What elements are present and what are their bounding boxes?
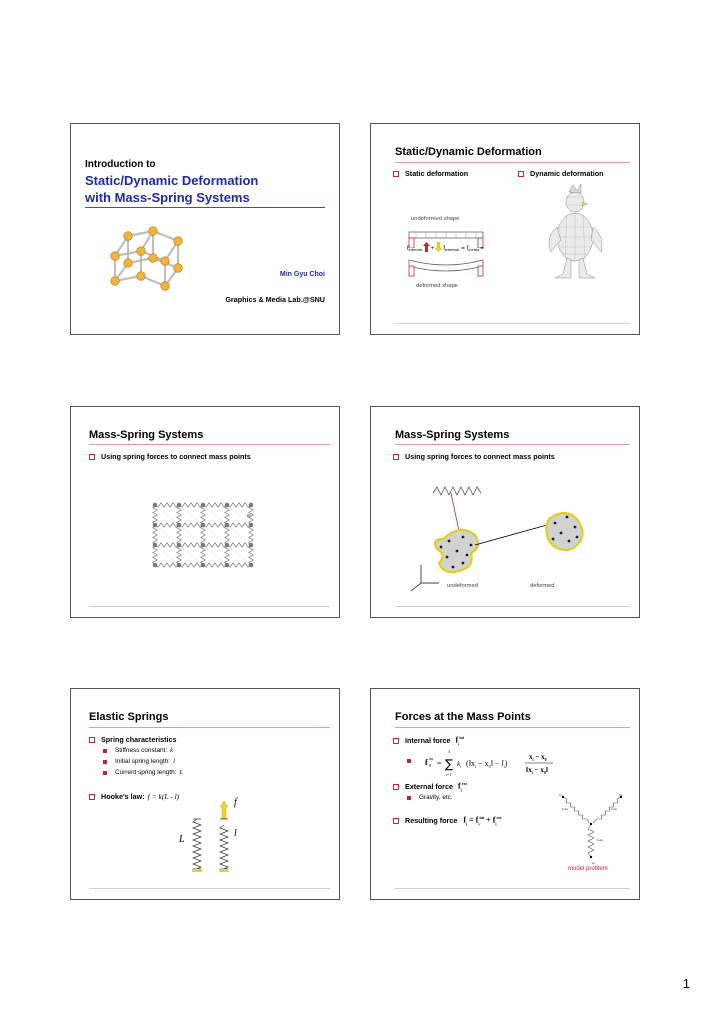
slide-4 [370, 406, 640, 618]
spring-segment [155, 543, 179, 547]
slide-title: Forces at the Mass Points [395, 711, 531, 723]
svg-text:∑: ∑ [445, 757, 454, 771]
svg-text:0: 0 [429, 763, 431, 768]
internal-force-formula [425, 745, 555, 779]
bullet-square-icon [407, 759, 411, 763]
mass-point [177, 523, 182, 528]
svg-text:f: f [425, 758, 428, 767]
label-f: f [234, 797, 237, 808]
diagonal-spring [179, 545, 203, 565]
bullet-box-icon [393, 171, 399, 177]
affiliation: Graphics & Media Lab.@SNU [225, 295, 325, 304]
arrow-up-icon [423, 242, 430, 252]
bullet-box-icon [393, 818, 399, 824]
mass-point [249, 523, 254, 528]
sub-current-length: Current spring length: L [103, 769, 183, 776]
spring-segment [227, 543, 251, 547]
svg-text:x1: x1 [559, 793, 562, 797]
diagonal-spring [203, 545, 227, 565]
title-rule [85, 207, 325, 208]
bottom-rule [395, 323, 630, 324]
deformed-caption: deformed shape [416, 283, 458, 289]
slide-title: Mass-Spring Systems [395, 429, 510, 441]
model-problem-caption: model problem [568, 866, 608, 872]
spring-segment [225, 505, 229, 525]
diagonal-spring [155, 525, 179, 545]
spring-segment [227, 563, 251, 567]
diagonal-spring [227, 545, 251, 565]
slide-title: Mass-Spring Systems [89, 429, 204, 441]
author-name: Min Gyu Choi [279, 271, 325, 278]
diagonal-spring [155, 505, 179, 525]
bullet-using-springs: Using spring forces to connect mass points [89, 452, 251, 461]
mass-point [153, 543, 158, 548]
mass-point [225, 503, 230, 508]
slide-title-line2: with Mass-Spring Systems [85, 190, 250, 205]
svg-text:(‖xi − x0‖ − li): ($‖x_i$ − $x_0‖ - l_i$) [466, 759, 508, 769]
svg-text:‖xi − x0‖: $‖x_i$ − $x_0‖$ [526, 766, 549, 775]
bullet-box-icon [393, 738, 399, 744]
bullet-hookes-law: Hooke's law: f = k(L - l) [89, 792, 179, 801]
force-equation: f internal + f external = f inertia = [407, 242, 484, 252]
mass-point [177, 503, 182, 508]
spring-segment [155, 523, 179, 527]
title-rule [89, 444, 330, 445]
spring-segment [201, 525, 205, 545]
page-number: 1 [682, 976, 690, 991]
sub-internal-formula [407, 759, 419, 763]
bullet-static: Static deformation [393, 169, 468, 178]
internal-force-symbol: $f_i^{int}$ [455, 735, 465, 747]
bullet-resulting-force: Resulting force $f_i = f_i^{int} + f_i^{ext}$ [393, 815, 502, 826]
svg-text:l1,k1: l1,k1 [562, 807, 569, 811]
spring-segment [203, 523, 227, 527]
mass-point [153, 503, 158, 508]
spring-segment [179, 503, 203, 507]
spring-segment [249, 525, 253, 545]
slide-title: Elastic Springs [89, 711, 169, 723]
caption-undeformed: undeformed [447, 583, 478, 589]
spring-segment [177, 505, 181, 525]
svg-text:=: = [437, 759, 442, 768]
diagonal-spring [179, 525, 203, 545]
svg-text:xi − x0: $x_i - x_0$ [529, 753, 547, 762]
mass-point [225, 563, 230, 568]
slide-2 [370, 123, 640, 335]
svg-text:ki: $k_i$ [457, 760, 462, 769]
svg-text:int: int [429, 756, 434, 761]
spring-segment [155, 503, 179, 507]
spring-segment [201, 505, 205, 525]
chicken-mesh-figure [541, 182, 611, 282]
model-problem-figure [559, 793, 629, 873]
bullet-box-icon [393, 454, 399, 460]
title-rule [89, 727, 330, 728]
bullet-internal-force: Internal force $f_i^{int}$ [393, 735, 464, 746]
spring-segment [155, 563, 179, 567]
svg-text:x2: x2 [619, 793, 622, 797]
spring-segment [203, 543, 227, 547]
spring-segment [177, 525, 181, 545]
mass-point [225, 523, 230, 528]
mass-spring-mesh [145, 497, 265, 577]
svg-text:3: 3 [448, 749, 450, 754]
mass-point [225, 543, 230, 548]
spring-segment [225, 525, 229, 545]
diagonal-spring [155, 545, 179, 565]
bottom-rule [395, 888, 630, 889]
svg-text:l2,k2: l2,k2 [611, 807, 618, 811]
label-l: l [234, 828, 237, 839]
mass-point [201, 503, 206, 508]
slide-5 [70, 688, 340, 900]
diagonal-spring [227, 525, 251, 545]
spring-segment [201, 545, 205, 565]
bottom-rule [89, 606, 330, 607]
bullet-square-icon [103, 760, 107, 764]
diagonal-spring [203, 505, 227, 525]
diagonal-spring [203, 525, 227, 545]
bottom-rule [89, 888, 330, 889]
caption-deformed: deformed [530, 583, 555, 589]
title-rule [395, 162, 630, 163]
spring-segment [227, 503, 251, 507]
bullet-square-icon [103, 771, 107, 775]
bullet-external-force: External force $f_i^{ext}$ [393, 781, 467, 792]
resulting-force-formula: $f_i = f_i^{int} + f_i^{ext}$ [463, 815, 502, 827]
spring-comparison-figure [141, 797, 261, 887]
bullet-square-icon [103, 749, 107, 753]
mass-point [201, 563, 206, 568]
slide-title-line1: Static/Dynamic Deformation [85, 173, 259, 188]
slide-title: Static/Dynamic Deformation [395, 146, 542, 158]
bullet-box-icon [89, 737, 95, 743]
spring-segment [203, 563, 227, 567]
spring-segment [179, 563, 203, 567]
slide-kicker: Introduction to [85, 159, 156, 170]
spring-segment [179, 523, 203, 527]
bullet-box-icon [89, 794, 95, 800]
mass-point [153, 563, 158, 568]
sub-stiffness: Stiffness constant: k [103, 747, 173, 754]
deformation-figure [401, 479, 621, 599]
lattice-illustration [103, 221, 193, 301]
spring-segment [249, 545, 253, 565]
bullet-spring-characteristics: Spring characteristics [89, 735, 177, 744]
mass-point [201, 543, 206, 548]
bullet-square-icon [407, 796, 411, 800]
arrow-down-icon [435, 242, 442, 252]
mass-point [249, 543, 254, 548]
mass-point [153, 523, 158, 528]
mass-point [177, 543, 182, 548]
svg-text:x3: x3 [592, 861, 595, 865]
spring-segment [153, 545, 157, 565]
deformed-beam [406, 256, 486, 278]
mass-point [249, 563, 254, 568]
svg-text:l3,k3: l3,k3 [597, 838, 604, 842]
svg-text:i=1: i=1 [446, 772, 452, 777]
title-rule [395, 727, 630, 728]
bullet-using-springs: Using spring forces to connect mass points [393, 452, 555, 461]
mass-point [177, 563, 182, 568]
bullet-box-icon [518, 171, 524, 177]
spring-segment [179, 543, 203, 547]
label-L: L [179, 834, 185, 845]
spring-segment [225, 545, 229, 565]
spring-segment [153, 505, 157, 525]
mass-point [201, 523, 206, 528]
spring-segment [203, 503, 227, 507]
spring-segment [153, 525, 157, 545]
sub-gravity: Gravity, etc. [407, 794, 453, 801]
bullet-box-icon [393, 784, 399, 790]
spring-segment [177, 545, 181, 565]
mass-label: m [247, 514, 251, 519]
bottom-rule [395, 606, 630, 607]
external-force-symbol: $f_i^{ext}$ [457, 781, 467, 793]
slide-6 [370, 688, 640, 900]
sub-initial-length: Initial spring length: l [103, 758, 175, 765]
bullet-box-icon [89, 454, 95, 460]
bullet-dynamic: Dynamic deformation [518, 169, 604, 178]
spring-segment [227, 523, 251, 527]
undeformed-caption: undeformed shape [411, 216, 460, 222]
title-rule [395, 444, 630, 445]
diagonal-spring [179, 505, 203, 525]
mass-point [249, 503, 254, 508]
slide-1 [70, 123, 340, 335]
slide-3 [70, 406, 340, 618]
